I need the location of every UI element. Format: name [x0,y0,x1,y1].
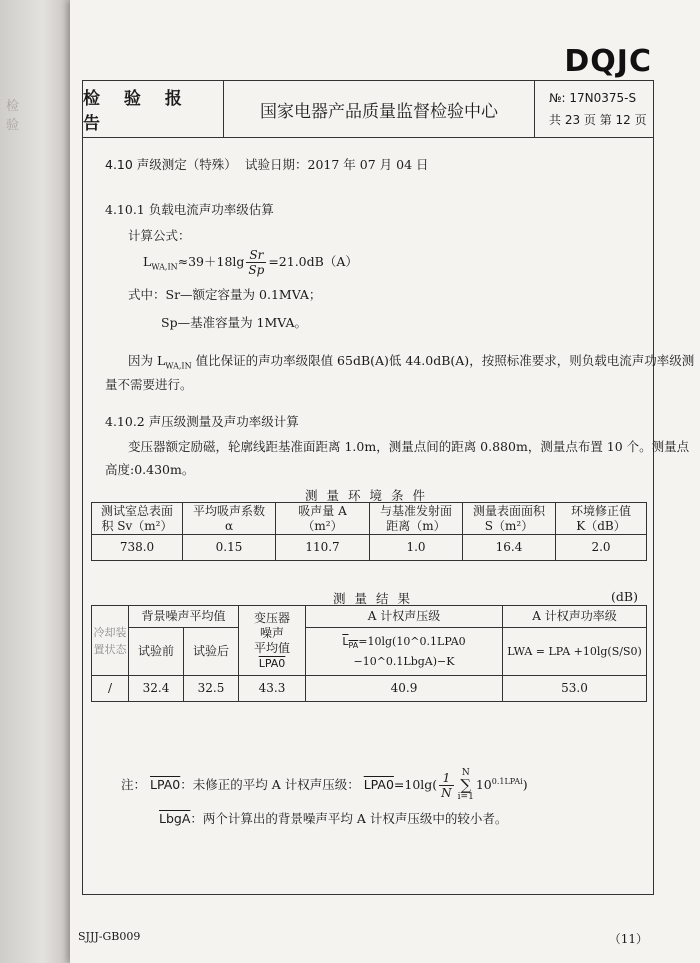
result-bg-after: 32.5 [184,676,239,702]
header-title: 检 验 报 告 [83,81,224,137]
env-header-row [92,503,647,535]
result-header-transformer: 变压器 噪声 平均值 LPA0 [239,606,306,676]
page-number: （11） [608,932,648,946]
conclusion-line-2: 量不需要进行。 [105,377,193,392]
result-table-caption: 测量结果 [333,591,420,606]
result-lpa: 40.9 [306,676,503,702]
formula-label: 计算公式： [128,228,191,243]
env-value-area: 16.4 [463,535,556,561]
result-table-unit: (dB) [611,589,638,604]
note-sum: N ∑ i=1 [457,768,474,803]
form-code: SJJJ-GB009 [78,930,141,943]
binder-spine [0,0,78,963]
subsection-1-title: 4.10.1 负载电流声功率级估算 [105,202,274,217]
env-value-surface: 738.0 [92,535,183,561]
result-header-lpa: A 计权声压级 [306,606,503,628]
env-value-correction: 2.0 [556,535,647,561]
env-value-absorption: 110.7 [276,535,370,561]
result-status: / [92,676,129,702]
report-header [83,81,653,138]
env-value-absorption-coeff: 0.15 [183,535,276,561]
result-header-bg-after: 试验后 [184,628,239,676]
lwa-formula: LWA = LPA +10lg(S/S0) [503,628,647,676]
description-line-2: 高度:0.430m。 [105,462,195,477]
section-title: 4.10 声级测定（特殊） [105,157,237,172]
result-table [91,605,647,702]
result-bg-before: 32.4 [129,676,184,702]
header-institution: 国家电器产品质量监督检验中心 [224,81,535,137]
brand-logo-text: DQJC [564,44,652,79]
env-header-absorption-coeff: 平均吸声系数 α [183,503,276,535]
env-header-correction: 环境修正值 K（dB） [556,503,647,535]
result-value-row [92,676,647,702]
result-lwa: 53.0 [503,676,647,702]
formula-line: $L_{WA,IN}\approx 39+18\lg$ $\frac{Sr}{Sp}$ =21.0dB（A） [143,248,358,277]
page-count: 共 23 页 第 12 页 [549,113,647,127]
result-header-status: 冷却装置状态 [92,606,129,676]
env-value-distance: 1.0 [370,535,463,561]
result-transformer: 43.3 [239,676,306,702]
note-1: 注： LPA0：未修正的平均 A 计权声压级： LPA0=10lg( $\frac{1}{N}$ N ∑ i=1 $10^{0.1LPAi}$) [121,768,528,803]
where-sr: 式中：Sr—额定容量为 0.1MVA； [128,287,322,302]
env-header-surface: 测试室总表面 积 Sv（m²） [92,503,183,535]
env-header-distance: 与基准发射面 距离（m） [370,503,463,535]
report-number: №: 17N0375-S [549,91,637,105]
header-meta [535,81,653,137]
result-header-row-2 [92,628,647,676]
where-sp: Sp—基准容量为 1MVA。 [161,315,307,330]
env-table-caption: 测量环境条件 [305,488,435,503]
description-line-1: 变压器额定励磁，轮廓线距基准面距离 1.0m，测量点间的距离 0.880m，测量点布置 10 个。测量点 [128,439,690,454]
formula-fraction: $\frac{Sr}{Sp}$ [248,248,265,277]
report-page [70,0,700,963]
report-frame [82,80,695,895]
note-2: LbgA：两个计算出的背景噪声平均 A 计权声压级中的较小者。 [159,811,508,826]
note-fraction: $\frac{1}{N}$ [441,771,452,801]
test-date: 试验日期：2017 年 07 月 04 日 [245,157,429,172]
conclusion-line-1: 因为 $L_{WA,IN}$ 值比保证的声功率级限值 65dB(A)低 44.0dB(A)，按照标准要求，则负载电流声功率级测 [128,353,695,371]
result-header-background: 背景噪声平均值 [129,606,239,628]
lpa-formula: $L_{PA}=10\lg(10\^{}0.1LPA0$ −10^0.1LbgA)−K [306,628,503,676]
result-header-lwa: A 计权声功率级 [503,606,647,628]
result-header-bg-before: 试验前 [129,628,184,676]
environment-table [91,502,647,561]
env-value-row [92,535,647,561]
spine-text: 检 验 [6,99,42,133]
env-header-absorption: 吸声量 A （m²） [276,503,370,535]
env-header-area: 测量表面面积 S（m²） [463,503,556,535]
result-header-row-1 [92,606,647,628]
subsection-2-title: 4.10.2 声压级测量及声功率级计算 [105,414,299,429]
